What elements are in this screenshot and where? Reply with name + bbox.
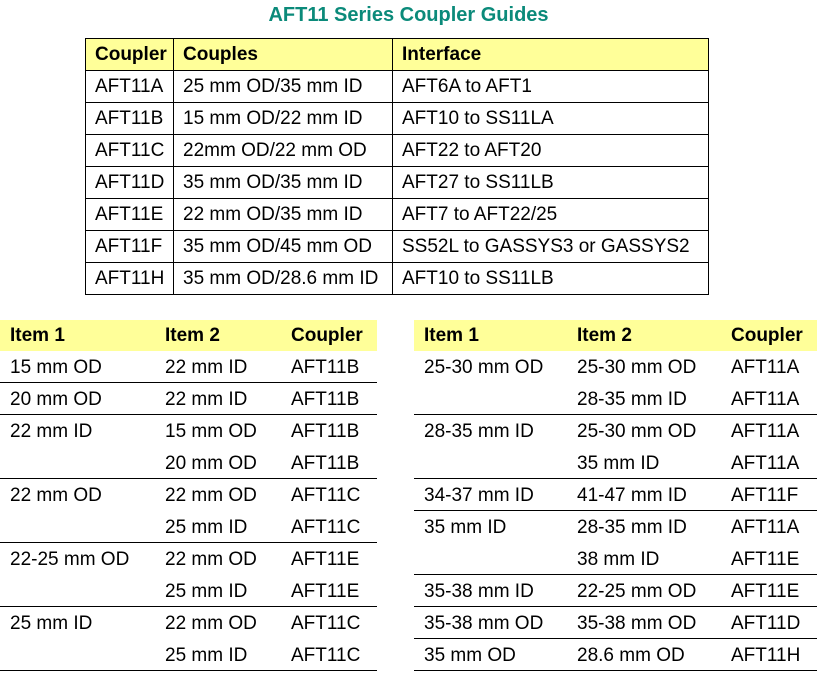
coupler-cell: AFT11C (291, 517, 361, 538)
coupler-interface-table (85, 38, 709, 295)
item-2-cell: 35 mm ID (577, 453, 660, 474)
coupler-cell: AFT11B (291, 389, 360, 410)
coupler-cell: AFT11A (731, 389, 800, 410)
coupler-cell: AFT11F (86, 231, 174, 263)
header-item-1: Item 1 (10, 325, 65, 346)
item-1-cell: 22 mm OD (10, 485, 102, 506)
header-item-1: Item 1 (424, 325, 479, 346)
coupler-cell: AFT11E (731, 549, 800, 570)
coupler-cell: AFT11B (291, 453, 360, 474)
table-row (86, 231, 709, 263)
item-2-cell: 22 mm OD (165, 549, 257, 570)
header-interface: Interface (393, 39, 709, 71)
item-2-cell: 22 mm ID (165, 389, 248, 410)
interface-cell: AFT7 to AFT22/25 (393, 199, 709, 231)
row-divider (0, 478, 377, 479)
page-title: AFT11 Series Coupler Guides (268, 4, 549, 26)
row-divider (0, 670, 377, 671)
coupler-cell: AFT11A (731, 357, 800, 378)
item-2-cell: 25-30 mm OD (577, 357, 697, 378)
row-divider (414, 606, 817, 607)
coupler-cell: AFT11E (291, 581, 360, 602)
header-coupler: Coupler (291, 325, 363, 346)
item-2-cell: 38 mm ID (577, 549, 660, 570)
row-divider (0, 542, 377, 543)
row-divider (0, 414, 377, 415)
item-2-cell: 22 mm OD (165, 485, 257, 506)
coupler-cell: AFT11E (291, 549, 360, 570)
interface-cell: AFT22 to AFT20 (393, 135, 709, 167)
row-divider (0, 382, 377, 383)
table-row (86, 263, 709, 295)
interface-cell: AFT10 to SS11LA (393, 103, 709, 135)
item-1-cell: 25 mm ID (10, 613, 93, 634)
table-header-row (86, 39, 709, 71)
item-1-cell: 28-35 mm ID (424, 421, 534, 442)
item-1-cell: 35-38 mm OD (424, 613, 544, 634)
coupler-cell: AFT11A (731, 517, 800, 538)
coupler-cell: AFT11B (86, 103, 174, 135)
item-2-cell: 22 mm ID (165, 357, 248, 378)
coupler-cell: AFT11B (291, 421, 360, 442)
couples-cell: 35 mm OD/45 mm OD (174, 231, 393, 263)
item-2-cell: 28-35 mm ID (577, 517, 687, 538)
interface-cell: SS52L to GASSYS3 or GASSYS2 (393, 231, 709, 263)
coupler-cell: AFT11F (731, 485, 799, 506)
coupler-cell: AFT11E (86, 199, 174, 231)
coupler-cell: AFT11C (291, 645, 361, 666)
item-1-cell: 35 mm ID (424, 517, 507, 538)
row-divider (414, 510, 817, 511)
item-2-cell: 35-38 mm OD (577, 613, 697, 634)
table-row (86, 167, 709, 199)
couples-cell: 25 mm OD/35 mm ID (174, 71, 393, 103)
right-coupler-guide (414, 320, 817, 674)
coupler-cell: AFT11A (731, 453, 800, 474)
header-couples: Couples (174, 39, 393, 71)
item-1-cell: 34-37 mm ID (424, 485, 534, 506)
coupler-cell: AFT11A (86, 71, 174, 103)
header-item-2: Item 2 (165, 325, 220, 346)
item-1-cell: 22 mm ID (10, 421, 93, 442)
item-1-cell: 20 mm OD (10, 389, 102, 410)
item-2-cell: 20 mm OD (165, 453, 257, 474)
item-2-cell: 25 mm ID (165, 645, 248, 666)
couples-cell: 22mm OD/22 mm OD (174, 135, 393, 167)
interface-cell: AFT6A to AFT1 (393, 71, 709, 103)
couples-cell: 35 mm OD/35 mm ID (174, 167, 393, 199)
item-1-cell: 35 mm OD (424, 645, 516, 666)
header-coupler: Coupler (731, 325, 803, 346)
item-2-cell: 22 mm OD (165, 613, 257, 634)
left-coupler-guide (0, 320, 377, 674)
coupler-cell: AFT11C (291, 613, 361, 634)
coupler-cell: AFT11C (291, 485, 361, 506)
coupler-cell: AFT11B (291, 357, 360, 378)
item-2-cell: 22-25 mm OD (577, 581, 697, 602)
row-divider (414, 414, 817, 415)
coupler-cell: AFT11C (86, 135, 174, 167)
item-2-cell: 25 mm ID (165, 581, 248, 602)
coupler-cell: AFT11D (86, 167, 174, 199)
table-row (86, 199, 709, 231)
item-1-cell: 22-25 mm OD (10, 549, 130, 570)
item-2-cell: 15 mm OD (165, 421, 257, 442)
item-1-cell: 35-38 mm ID (424, 581, 534, 602)
coupler-cell: AFT11H (731, 645, 801, 666)
coupler-cell: AFT11D (731, 613, 801, 634)
item-2-cell: 41-47 mm ID (577, 485, 687, 506)
item-2-cell: 25-30 mm OD (577, 421, 697, 442)
item-1-cell: 25-30 mm OD (424, 357, 544, 378)
row-divider (414, 638, 817, 639)
couples-cell: 15 mm OD/22 mm ID (174, 103, 393, 135)
table-row (86, 71, 709, 103)
row-divider (414, 574, 817, 575)
couples-cell: 35 mm OD/28.6 mm ID (174, 263, 393, 295)
item-1-cell: 15 mm OD (10, 357, 102, 378)
header-item-2: Item 2 (577, 325, 632, 346)
row-divider (414, 670, 817, 671)
table-row (86, 103, 709, 135)
coupler-cell: AFT11A (731, 421, 800, 442)
interface-cell: AFT27 to SS11LB (393, 167, 709, 199)
header-coupler: Coupler (86, 39, 174, 71)
table-row (86, 135, 709, 167)
interface-cell: AFT10 to SS11LB (393, 263, 709, 295)
row-divider (414, 478, 817, 479)
row-divider (0, 606, 377, 607)
item-2-cell: 25 mm ID (165, 517, 248, 538)
item-2-cell: 28-35 mm ID (577, 389, 687, 410)
couples-cell: 22 mm OD/35 mm ID (174, 199, 393, 231)
item-2-cell: 28.6 mm OD (577, 645, 685, 666)
coupler-cell: AFT11H (86, 263, 174, 295)
coupler-cell: AFT11E (731, 581, 800, 602)
